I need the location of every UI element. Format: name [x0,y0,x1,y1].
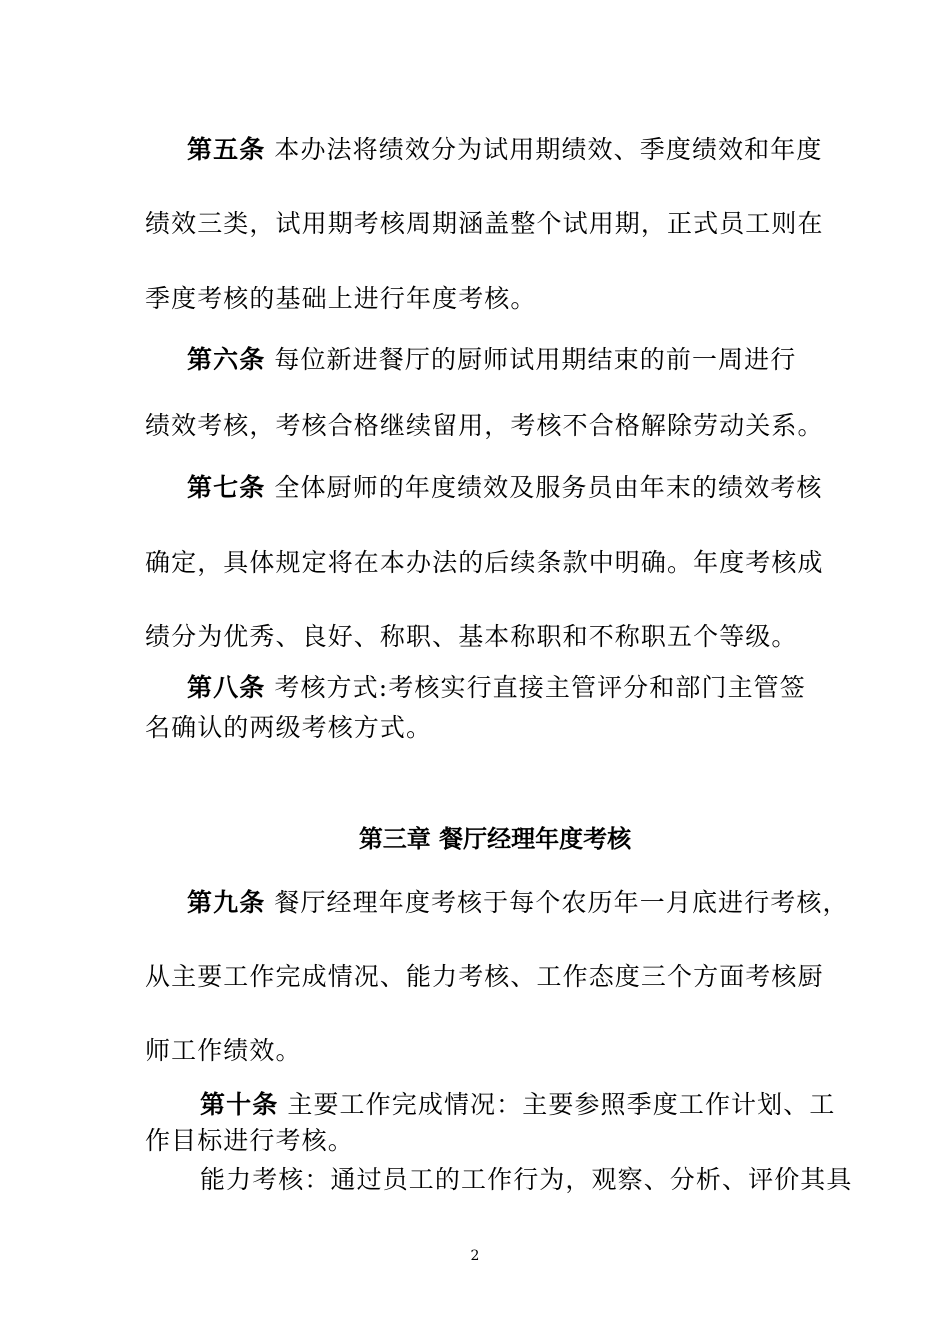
article-9-label: 第九条 [187,888,266,917]
article-7-label: 第七条 [187,473,266,502]
article-10-label: 第十条 [200,1090,279,1119]
article-5-line-2: 绩效三类，试用期考核周期涵盖整个试用期，正式员工则在 [145,209,824,238]
article-9-line-3: 师工作绩效。 [145,1036,302,1065]
article-7-line-3: 绩分为优秀、良好、称职、基本称职和不称职五个等级。 [145,622,798,651]
article-6-label: 第六条 [187,345,266,374]
article-8-line-1: 第八条 考核方式:考核实行直接主管评分和部门主管签 [187,673,806,702]
article-6-line-2: 绩效考核，考核合格继续留用，考核不合格解除劳动关系。 [145,411,824,440]
article-9-line-1: 第九条 餐厅经理年度考核于每个农历年一月底进行考核， [187,888,849,917]
article-6-line-1: 第六条 每位新进餐厅的厨师试用期结束的前一周进行 [187,345,797,374]
chapter-heading: 第三章 餐厅经理年度考核 [358,825,632,853]
article-8-label: 第八条 [187,673,266,702]
ability-assessment-line: 能力考核：通过员工的工作行为，观察、分析、评价其具 [200,1165,853,1194]
article-10-line-2: 作目标进行考核。 [145,1126,354,1155]
article-9-line-2: 从主要工作完成情况、能力考核、工作态度三个方面考核厨 [145,962,824,991]
article-5-line-1: 第五条 本办法将绩效分为试用期绩效、季度绩效和年度 [187,135,823,164]
article-5-line-3: 季度考核的基础上进行年度考核。 [145,284,537,313]
article-7-line-2: 确定，具体规定将在本办法的后续条款中明确。年度考核成 [145,548,824,577]
article-10-line-1: 第十条 主要工作完成情况：主要参照季度工作计划、工 [200,1090,836,1119]
article-5-label: 第五条 [187,135,266,164]
article-7-line-1: 第七条 全体厨师的年度绩效及服务员由年末的绩效考核 [187,473,823,502]
article-8-line-2: 名确认的两级考核方式。 [145,713,433,742]
page-number: 2 [470,1248,480,1264]
